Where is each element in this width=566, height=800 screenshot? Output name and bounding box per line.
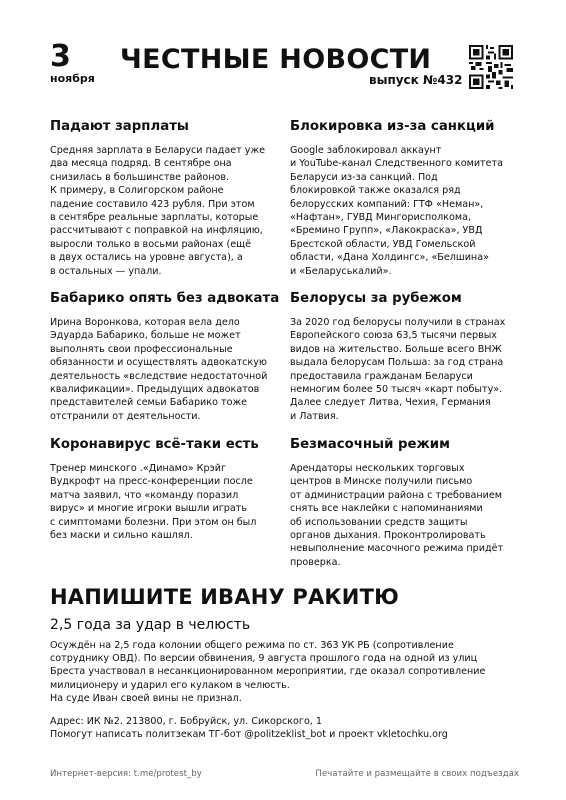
text-line: деятельность «вследствие недостаточной bbox=[50, 370, 268, 382]
text-line: от администрации района с требованием bbox=[290, 489, 503, 501]
article-body bbox=[290, 316, 520, 423]
text-line: На суде Иван своей вины не признал. bbox=[50, 692, 242, 704]
text-line: Средняя зарплата в Беларуси падает уже bbox=[50, 145, 266, 156]
text-line: белорусских компаний: ГТФ «Неман», bbox=[290, 198, 484, 210]
text-line: в двух остались на уровне августа), а bbox=[50, 252, 243, 264]
text-line: в сентябре реальные зарплаты, которые bbox=[50, 212, 259, 224]
text-line: снять все наклейки с напоминаниями bbox=[290, 503, 483, 515]
article-sanctions bbox=[290, 118, 520, 278]
text-line: Вудкрофт на пресс-конференции после bbox=[50, 476, 253, 488]
text-line: «Нафтан», ГУВД Мингорисполкома, bbox=[290, 212, 472, 224]
text-line: и «Беларуськалий». bbox=[290, 265, 392, 277]
article-coronavirus bbox=[50, 436, 280, 542]
text-line: представителей семьи Бабарико тоже bbox=[50, 397, 247, 409]
text-line: два месяца подряд. В сентябре она bbox=[50, 158, 232, 170]
text-line: Брестской области, УВД Гомельской bbox=[290, 238, 476, 250]
text-line: Бреста участвовал в несанкционированном мероприятии, где оказал сопротивление bbox=[50, 666, 486, 678]
text-line: предоставила гражданам Беларуси bbox=[290, 370, 473, 382]
text-line: без маски и сильно кашлял. bbox=[50, 530, 193, 542]
text-line: К примеру, в Солигорском районе bbox=[50, 185, 224, 197]
text-line: милиционеру и ударил его кулаком в челюсть. bbox=[50, 679, 290, 691]
text-line: органов дыхания. Проконтролировать bbox=[290, 530, 486, 542]
text-line: видов на жительство. Больше всего ВНЖ bbox=[290, 343, 502, 355]
text-line: Ирина Воронкова, которая вела дело bbox=[50, 317, 240, 328]
text-line: в остальных — упали. bbox=[50, 265, 162, 277]
text-line: вирус» и многие игроки вышли играть bbox=[50, 503, 247, 515]
article-body bbox=[50, 144, 280, 278]
article-salaries bbox=[50, 118, 280, 278]
text-line: Арендаторы нескольких торговых bbox=[290, 463, 465, 474]
text-line: матча заявил, что «команду поразил bbox=[50, 489, 239, 501]
article-title: Коронавирус всё-таки есть bbox=[50, 437, 259, 452]
text-line: немногим более 50 тысяч «карт побыту». bbox=[290, 384, 503, 396]
text-line: с симптомами болезни. При этом он был bbox=[50, 516, 257, 528]
help-note: Помогут написать политзекам ТГ-бот @politzeklist_bot и проект vkletochku.org bbox=[50, 729, 448, 741]
qr-code-icon bbox=[469, 45, 513, 89]
text-line: рассчитывают с поправкой на инфляцию, bbox=[50, 225, 263, 237]
text-line: и Латвия. bbox=[290, 410, 339, 422]
article-title: Безмасочный режим bbox=[290, 437, 450, 452]
prison-address: Адрес: ИК №2. 213800, г. Бобруйск, ул. Сикорского, 1 bbox=[50, 716, 323, 728]
text-line: квалификации». Предыдущих адвокатов bbox=[50, 384, 260, 396]
section-subheading: 2,5 года за удар в челюсть bbox=[50, 617, 251, 633]
section-body bbox=[50, 639, 520, 705]
footer-online-version: Интернет-версия: t.me/protest_by bbox=[50, 769, 202, 779]
article-title: Бабарико опять без адвоката bbox=[50, 291, 280, 306]
text-line: проверка. bbox=[290, 556, 341, 568]
article-babariko bbox=[50, 290, 280, 423]
text-line: выдала белорусам Польша: за год страна bbox=[290, 357, 504, 369]
text-line: сотруднику ОВД). По версии обвинения, 9 августа прошлого года на одной из улиц bbox=[50, 653, 478, 665]
text-line: выросли только в восьми районах (ещё bbox=[50, 238, 252, 250]
article-title: Блокировка из-за санкций bbox=[290, 119, 495, 134]
text-line: Google заблокировал аккаунт bbox=[290, 145, 442, 156]
section-heading: НАПИШИТЕ ИВАНУ РАКИТЮ bbox=[50, 585, 399, 609]
article-body bbox=[290, 144, 520, 278]
text-line: За 2020 год белорусы получили в странах bbox=[290, 317, 506, 328]
article-mask-regime bbox=[290, 436, 520, 569]
text-line: невыполнение масочного режима придёт bbox=[290, 543, 504, 555]
article-body bbox=[50, 462, 280, 542]
article-title: Белорусы за рубежом bbox=[290, 291, 462, 306]
article-abroad bbox=[290, 290, 520, 423]
newspaper-title: ЧЕСТНЫЕ НОВОСТИ bbox=[120, 44, 432, 75]
write-letter-section bbox=[50, 585, 520, 741]
prison-address-block bbox=[50, 715, 520, 741]
footer-print-note: Печатайте и размещайте в своих подъездах bbox=[315, 769, 519, 779]
text-line: блокировкой также оказался ряд bbox=[290, 185, 461, 197]
text-line: Беларуси из-за санкций. Под bbox=[290, 171, 438, 183]
text-line: обязанности и осуществлять адвокатскую bbox=[50, 357, 267, 369]
text-line: отстранили от деятельности. bbox=[50, 410, 201, 422]
issue-number: выпуск №432 bbox=[369, 73, 463, 87]
text-line: Эдуарда Бабарико, больше не может bbox=[50, 330, 241, 342]
article-title: Падают зарплаты bbox=[50, 119, 189, 134]
text-line: Далее следует Литва, Чехия, Германия bbox=[290, 397, 491, 409]
issue-day: 3 bbox=[50, 39, 71, 74]
text-line: выполнять свои профессиональные bbox=[50, 343, 233, 355]
text-line: снизилась в большинстве районов. bbox=[50, 171, 230, 183]
text-line: области, «Дана Холдингс», «Белшина» bbox=[290, 252, 489, 264]
text-line: центров в Минске получили письмо bbox=[290, 476, 473, 488]
text-line: об использовании средств защиты bbox=[290, 516, 468, 528]
text-line: и YouTube-канал Следственного комитета bbox=[290, 158, 504, 170]
article-body bbox=[290, 462, 520, 569]
text-line: Осуждён на 2,5 года колонии общего режима по ст. 363 УК РБ (сопротивление bbox=[50, 640, 454, 651]
issue-month: ноября bbox=[50, 72, 95, 85]
masthead bbox=[0, 0, 566, 100]
text-line: Тренер минского .«Динамо» Крэйг bbox=[50, 463, 227, 474]
text-line: падение составило 423 рубля. При этом bbox=[50, 198, 255, 210]
text-line: «Бремино Групп», «Лакокраска», УВД bbox=[290, 225, 483, 237]
text-line: Европейского союза 63,5 тысячи первых bbox=[290, 330, 497, 342]
article-body bbox=[50, 316, 280, 423]
